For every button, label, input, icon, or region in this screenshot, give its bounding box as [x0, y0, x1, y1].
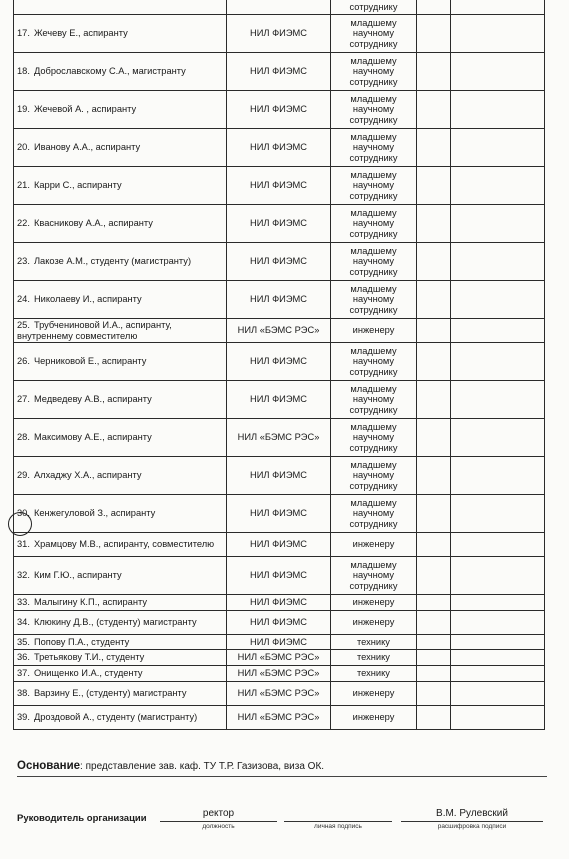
position-cell: младшему научному сотруднику: [331, 281, 417, 319]
row-number: 36.: [17, 652, 30, 663]
row-number: 30.: [17, 508, 30, 519]
employee-name: Лакозе А.М., студенту (магистранту): [33, 256, 192, 267]
empty-cell: [451, 53, 545, 91]
position-cell: младшему научному сотруднику: [331, 91, 417, 129]
empty-cell: [451, 635, 545, 650]
employee-name: Иванову А.А., аспиранту: [33, 142, 141, 153]
employee-name: Жечевой А. , аспиранту: [33, 104, 137, 115]
position-cell: младшему научному сотруднику: [331, 129, 417, 167]
empty-cell: [451, 650, 545, 666]
basis-line: [17, 760, 547, 772]
row-number: 20.: [17, 142, 30, 153]
employee-name-cell: [14, 381, 227, 419]
signature-value: [284, 808, 392, 820]
signature-block: [17, 800, 547, 840]
empty-cell: [417, 15, 451, 53]
employee-name: Квасникову А.А., аспиранту: [33, 218, 153, 229]
empty-cell: [417, 533, 451, 557]
table-row: [14, 0, 545, 15]
employee-name-cell: [14, 343, 227, 381]
employee-name-cell: [14, 595, 227, 611]
staff-table-body: [14, 0, 545, 730]
employee-name-cell: [14, 243, 227, 281]
empty-cell: [451, 666, 545, 682]
employee-name: Трубчениновой И.А., аспиранту, внутреннему совместителю: [17, 320, 172, 341]
basis-text: : представление зав. каф. ТУ Т.Р. Газизова, виза ОК.: [80, 761, 325, 772]
employee-name-cell: [14, 53, 227, 91]
empty-cell: [451, 457, 545, 495]
row-number: 27.: [17, 394, 30, 405]
department-cell: НИЛ «БЭМС РЭС»: [227, 666, 331, 682]
table-row: [14, 682, 545, 706]
table-row: [14, 319, 545, 343]
department-cell: НИЛ ФИЭМС: [227, 129, 331, 167]
empty-cell: [417, 319, 451, 343]
table-row: [14, 281, 545, 319]
employee-name: Жечеву Е., аспиранту: [33, 28, 128, 39]
empty-cell: [417, 557, 451, 595]
table-row: [14, 343, 545, 381]
empty-cell: [451, 706, 545, 730]
department-cell: НИЛ «БЭМС РЭС»: [227, 419, 331, 457]
position-cell: технику: [331, 666, 417, 682]
table-row: [14, 53, 545, 91]
empty-cell: [451, 167, 545, 205]
employee-name-cell: [14, 635, 227, 650]
employee-name: Варзину Е., (студенту) магистранту: [33, 688, 187, 699]
position-cell: технику: [331, 650, 417, 666]
empty-cell: [417, 0, 451, 15]
row-number: 25.: [17, 320, 30, 331]
position-cell: младшему научному сотруднику: [331, 495, 417, 533]
empty-cell: [451, 595, 545, 611]
employee-name-cell: [14, 0, 227, 15]
empty-cell: [451, 91, 545, 129]
empty-cell: [417, 91, 451, 129]
table-row: [14, 205, 545, 243]
row-number: 37.: [17, 668, 30, 679]
department-cell: НИЛ «БЭМС РЭС»: [227, 319, 331, 343]
empty-cell: [451, 319, 545, 343]
empty-cell: [417, 419, 451, 457]
position-cell: младшему научному сотруднику: [331, 53, 417, 91]
table-row: [14, 557, 545, 595]
employee-name-cell: [14, 281, 227, 319]
empty-cell: [451, 611, 545, 635]
row-number: 29.: [17, 470, 30, 481]
empty-cell: [417, 682, 451, 706]
employee-name-cell: [14, 15, 227, 53]
row-number: 38.: [17, 688, 30, 699]
employee-name: Третьякову Т.И., студенту: [33, 652, 145, 663]
employee-name: Онищенко И.А., студенту: [33, 668, 143, 679]
empty-cell: [451, 205, 545, 243]
empty-cell: [451, 343, 545, 381]
staff-table: [13, 0, 545, 730]
empty-cell: [451, 129, 545, 167]
table-row: [14, 457, 545, 495]
employee-name-cell: [14, 495, 227, 533]
department-cell: НИЛ «БЭМС РЭС»: [227, 706, 331, 730]
position-cell: младшему научному сотруднику: [331, 205, 417, 243]
table-row: [14, 91, 545, 129]
row-number: 17.: [17, 28, 30, 39]
employee-name: Карри С., аспиранту: [33, 180, 122, 191]
empty-cell: [451, 682, 545, 706]
employee-name: Дроздовой А., студенту (магистранту): [33, 712, 198, 723]
position-field: [160, 808, 277, 831]
empty-cell: [417, 706, 451, 730]
employee-name-cell: [14, 557, 227, 595]
position-cell: младшему научному сотруднику: [331, 243, 417, 281]
row-number: 18.: [17, 66, 30, 77]
empty-cell: [451, 15, 545, 53]
position-cell: младшему научному сотруднику: [331, 457, 417, 495]
employee-name: Николаеву И., аспиранту: [33, 294, 142, 305]
empty-cell: [417, 457, 451, 495]
department-cell: НИЛ «БЭМС РЭС»: [227, 650, 331, 666]
position-cell: младшему научному сотруднику: [331, 381, 417, 419]
empty-cell: [417, 53, 451, 91]
position-cell: инженеру: [331, 595, 417, 611]
department-cell: НИЛ «БЭМС РЭС»: [227, 682, 331, 706]
empty-cell: [417, 635, 451, 650]
department-cell: НИЛ ФИЭМС: [227, 533, 331, 557]
employee-name: Малыгину К.П., аспиранту: [33, 597, 147, 608]
basis-label: Основание: [17, 760, 81, 772]
empty-cell: [417, 343, 451, 381]
employee-name-cell: [14, 666, 227, 682]
employee-name: Алхаджу Х.А., аспиранту: [33, 470, 142, 481]
employee-name-cell: [14, 650, 227, 666]
row-number: 24.: [17, 294, 30, 305]
table-row: [14, 666, 545, 682]
empty-cell: [451, 381, 545, 419]
table-row: [14, 635, 545, 650]
row-number: 21.: [17, 180, 30, 191]
empty-cell: [417, 650, 451, 666]
empty-cell: [451, 557, 545, 595]
position-caption: должность: [202, 823, 235, 830]
employee-name: Доброславскому С.А., магистранту: [33, 66, 186, 77]
employee-name: Максимову А.Е., аспиранту: [33, 432, 152, 443]
department-cell: НИЛ ФИЭМС: [227, 343, 331, 381]
position-cell: младшему научному сотруднику: [331, 167, 417, 205]
position-cell: инженеру: [331, 682, 417, 706]
position-cell: технику: [331, 635, 417, 650]
position-cell: инженеру: [331, 533, 417, 557]
table-row: [14, 495, 545, 533]
row-number: 23.: [17, 256, 30, 267]
empty-cell: [417, 205, 451, 243]
row-number: 31.: [17, 539, 30, 550]
employee-name-cell: [14, 91, 227, 129]
department-cell: НИЛ ФИЭМС: [227, 381, 331, 419]
employee-name-cell: [14, 167, 227, 205]
position-cell: инженеру: [331, 319, 417, 343]
table-row: [14, 381, 545, 419]
table-row: [14, 419, 545, 457]
employee-name-cell: [14, 457, 227, 495]
table-row: [14, 533, 545, 557]
employee-name: Ким Г.Ю., аспиранту: [33, 570, 122, 581]
employee-name: Попову П.А., студенту: [33, 636, 130, 647]
position-cell: сотруднику: [331, 0, 417, 15]
empty-cell: [417, 129, 451, 167]
department-cell: [227, 0, 331, 15]
empty-cell: [417, 666, 451, 682]
empty-cell: [417, 167, 451, 205]
name-value: В.М. Рулевский: [436, 808, 508, 819]
row-number: 28.: [17, 432, 30, 443]
department-cell: НИЛ ФИЭМС: [227, 495, 331, 533]
row-number: 19.: [17, 104, 30, 115]
row-number: 35.: [17, 636, 30, 647]
empty-cell: [451, 533, 545, 557]
empty-cell: [417, 611, 451, 635]
table-row: [14, 650, 545, 666]
department-cell: НИЛ ФИЭМС: [227, 15, 331, 53]
head-of-organization-label: Руководитель организации: [17, 813, 147, 824]
handwritten-circle-mark: [8, 512, 32, 536]
row-number: 34.: [17, 617, 30, 628]
empty-cell: [417, 595, 451, 611]
department-cell: НИЛ ФИЭМС: [227, 557, 331, 595]
position-cell: инженеру: [331, 611, 417, 635]
table-row: [14, 129, 545, 167]
table-row: [14, 611, 545, 635]
department-cell: НИЛ ФИЭМС: [227, 457, 331, 495]
signature-caption: личная подпись: [314, 823, 362, 830]
empty-cell: [417, 381, 451, 419]
employee-name: Клюкину Д.В., (студенту) магистранту: [33, 617, 197, 628]
row-number: 32.: [17, 570, 30, 581]
empty-cell: [451, 419, 545, 457]
position-cell: младшему научному сотруднику: [331, 419, 417, 457]
signature-field: [284, 808, 392, 831]
employee-name: Храмцову М.В., аспиранту, совместителю: [33, 539, 215, 550]
table-row: [14, 706, 545, 730]
empty-cell: [417, 495, 451, 533]
table-row: [14, 595, 545, 611]
employee-name-cell: [14, 706, 227, 730]
empty-cell: [451, 281, 545, 319]
employee-name: Кенжегуловой З., аспиранту: [33, 508, 156, 519]
name-caption: расшифровка подписи: [437, 823, 507, 830]
department-cell: НИЛ ФИЭМС: [227, 595, 331, 611]
empty-cell: [417, 281, 451, 319]
table-row: [14, 15, 545, 53]
empty-cell: [417, 243, 451, 281]
employee-name: Медведеву А.В., аспиранту: [33, 394, 152, 405]
department-cell: НИЛ ФИЭМС: [227, 91, 331, 129]
empty-cell: [451, 0, 545, 15]
employee-name-cell: [14, 611, 227, 635]
row-number: 39.: [17, 712, 30, 723]
name-field: [401, 808, 543, 831]
employee-name-cell: [14, 682, 227, 706]
empty-cell: [451, 495, 545, 533]
department-cell: НИЛ ФИЭМС: [227, 167, 331, 205]
department-cell: НИЛ ФИЭМС: [227, 243, 331, 281]
employee-name-cell: [14, 205, 227, 243]
position-cell: младшему научному сотруднику: [331, 15, 417, 53]
department-cell: НИЛ ФИЭМС: [227, 205, 331, 243]
basis-underline: [17, 776, 547, 777]
row-number: 22.: [17, 218, 30, 229]
employee-name-cell: [14, 129, 227, 167]
department-cell: НИЛ ФИЭМС: [227, 611, 331, 635]
employee-name-cell: [14, 319, 227, 343]
department-cell: НИЛ ФИЭМС: [227, 53, 331, 91]
row-number: 33.: [17, 597, 30, 608]
employee-name-cell: [14, 533, 227, 557]
table-row: [14, 167, 545, 205]
position-cell: младшему научному сотруднику: [331, 557, 417, 595]
position-cell: инженеру: [331, 706, 417, 730]
employee-name: Черниковой Е., аспиранту: [33, 356, 147, 367]
employee-name-cell: [14, 419, 227, 457]
row-number: 26.: [17, 356, 30, 367]
department-cell: НИЛ ФИЭМС: [227, 635, 331, 650]
position-value: ректор: [202, 808, 235, 819]
department-cell: НИЛ ФИЭМС: [227, 281, 331, 319]
table-row: [14, 243, 545, 281]
empty-cell: [451, 243, 545, 281]
position-cell: младшему научному сотруднику: [331, 343, 417, 381]
